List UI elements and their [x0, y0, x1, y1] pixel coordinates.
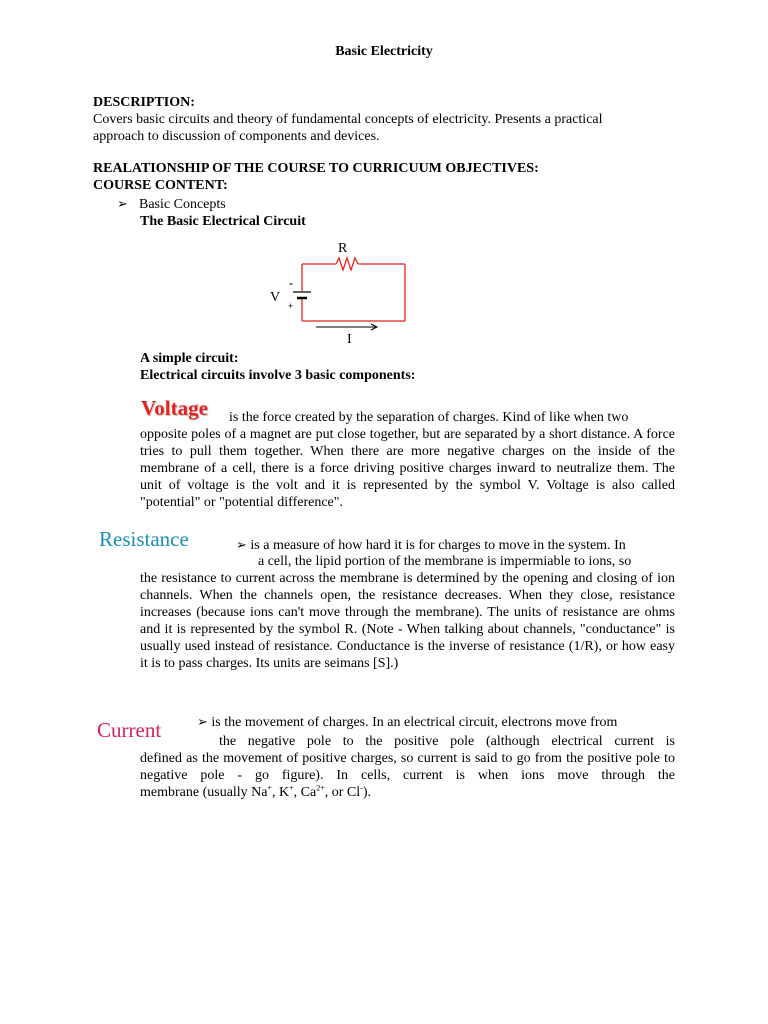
cl-text: , or Cl: [324, 785, 361, 800]
label-plus: +: [288, 301, 294, 311]
circuit-title: The Basic Electrical Circuit: [140, 214, 306, 229]
k-superscript: +: [289, 783, 294, 793]
components-label: Electrical circuits involve 3 basic components:: [140, 368, 416, 383]
current-line-1: is the movement of charges. In an electrical circuit, electrons move from: [211, 715, 618, 730]
voltage-paragraph: opposite poles of a magnet are put close together, but are separated by a short distance. A force tries to pull them together. When there are more negative charges on the inside of the membrane of a cell, there is a force driving positive charges inward to neutralize them. The unit of voltage is the volt and it is represented by the symbol V. Voltage is also called "potential" or "potential difference".: [140, 427, 675, 510]
resistance-line-2: a cell, the lipid portion of the membrane is impermiable to ions, so: [258, 554, 632, 569]
arrow-bullet-icon: ➢: [236, 537, 247, 552]
voltage-first-line: is the force created by the separation of charges. Kind of like when two: [229, 410, 629, 425]
current-last-line: [140, 784, 371, 801]
ca-text: , Ca: [293, 785, 317, 800]
bullet-label: Basic Concepts: [139, 197, 226, 212]
resistance-bullet-row: [236, 536, 626, 554]
voltage-heading: Voltage: [141, 396, 208, 420]
current-line-2: the negative pole to the positive pole (although electrical current is: [219, 734, 675, 749]
ca-superscript: 2+: [316, 783, 325, 793]
arrow-bullet-icon: ➢: [117, 196, 128, 211]
circuit-wires: [302, 258, 405, 321]
resistance-paragraph: the resistance to current across the membrane is determined by the opening and closing of ion channels. When the channels open, the resistance decreases. When they close, resistance increases (because ions can't move through the membrane). The units of resistance are ohms and it is represented by the symbol R. (Note - When talking about channels, "conductance" is usually used instead of resistance. Conductance is the inverse of resistance (1/R), or how easy it is to pass charges. Its units are seimans [S].): [140, 571, 675, 671]
label-i: I: [347, 332, 352, 347]
label-r: R: [338, 241, 348, 256]
arrow-bullet-icon: ➢: [197, 714, 208, 729]
basic-concepts-bullet: [117, 196, 226, 213]
resistance-heading: Resistance: [99, 527, 189, 551]
document-title: Basic Electricity: [335, 44, 433, 59]
label-v: V: [270, 290, 281, 305]
current-paragraph: defined as the movement of positive charges, so current is said to go from the positive pole to negative pole - go figure). In cells, current is when ions move through the: [140, 751, 675, 783]
current-heading: Current: [97, 718, 162, 742]
description-heading: DESCRIPTION:: [93, 95, 195, 110]
closing-text: ).: [362, 785, 371, 800]
na-superscript: +: [267, 783, 273, 793]
cl-superscript: -: [360, 783, 363, 793]
label-minus: -: [289, 276, 293, 290]
resistor-icon: [336, 258, 358, 270]
simple-circuit-label: A simple circuit:: [140, 351, 239, 366]
course-content-heading: COURSE CONTENT:: [93, 178, 228, 193]
resistance-line-1: is a measure of how hard it is for charges to move in the system. In: [250, 538, 626, 553]
membrane-text: membrane (usually Na: [140, 785, 268, 800]
description-line-2: approach to discussion of components and devices.: [93, 129, 380, 144]
k-text: , K: [272, 785, 290, 800]
circuit-diagram: [268, 240, 418, 348]
description-line-1: Covers basic circuits and theory of fundamental concepts of electricity. Presents a practical: [93, 112, 603, 127]
current-bullet-row: [197, 713, 617, 731]
relationship-heading: REALATIONSHIP OF THE COURSE TO CURRICUUM OBJECTIVES:: [93, 161, 539, 176]
description-text: [93, 111, 603, 145]
